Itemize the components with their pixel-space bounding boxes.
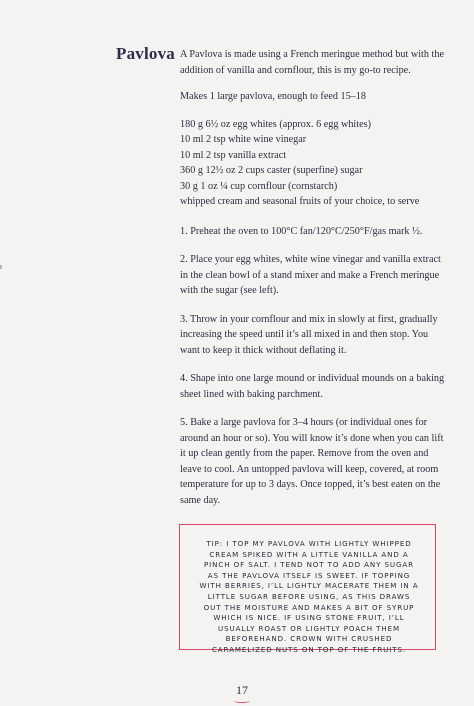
tip-box	[179, 524, 436, 654]
ingredient-item: 10 ml 2 tsp white wine vinegar	[180, 134, 307, 145]
recipe-title: Pavlova	[116, 44, 176, 63]
method-steps	[180, 224, 448, 509]
ingredient-item: 180 g 6½ oz egg whites (approx. 6 egg whites)	[180, 118, 371, 130]
recipe-body	[180, 47, 448, 521]
page-number-accent	[234, 699, 250, 703]
ingredient-item: 10 ml 2 tsp vanilla extract	[180, 149, 287, 161]
method-step: 5. Bake a large pavlova for 3–4 hours (or individual ones for around an hour or so). You will know it’s done when you can lift it up clean gently from the paper. Remove from the oven and leave to cool. An untopped pavlova will keep, covered, at room temperature for up to 3 days. Once topped, it’s best eaten on the same day.	[180, 417, 444, 506]
method-step: 1. Preheat the oven to 100°C fan/120°C/250°F/gas mark ½.	[180, 225, 423, 237]
recipe-intro: A Pavlova is made using a French meringue method but with the addition of vanilla and cornflour, this is my go-to recipe.	[180, 49, 444, 76]
ingredient-item: 30 g 1 oz ¼ cup cornflour (cornstarch)	[180, 180, 338, 192]
method-step: 3. Throw in your cornflour and mix in slowly at first, gradually increasing the speed until it’s all mixed in and then stop. You want to keep it thick without deflating it.	[180, 313, 438, 356]
recipe-yield: Makes 1 large pavlova, enough to feed 15–18	[180, 91, 366, 102]
page-number: 17	[236, 683, 248, 697]
tip-text: TIP: I TOP MY PAVLOVA WITH LIGHTLY WHIPPED CREAM SPIKED WITH A LITTLE VANILLA AND A PINCH OF SALT. I TEND NOT TO ADD ANY SUGAR AS THE PAVLOVA ITSELF IS SWEET. IF TOPPING WITH BERRIES, I’LL LIGHTLY MACERATE THEM IN A LITTLE SUGAR BEFORE USING, AS THIS DRAWS OUT THE MOISTURE AND MAKES A BIT OF SYRUP WHICH IS NICE. IF USING STONE FRUIT, I’LL USUALLY ROAST OR LIGHTLY POACH THEM BEFOREHAND. CROWN WITH CRUSHED CARAMELIZED NUTS ON TOP OF THE FRUITS.	[199, 539, 419, 654]
ingredient-item: 360 g 12½ oz 2 cups caster (superfine) sugar	[180, 165, 363, 176]
ingredient-item: whipped cream and seasonal fruits of your choice, to serve	[180, 196, 420, 207]
page-edge-mark	[0, 265, 2, 269]
ingredient-list	[180, 117, 448, 210]
method-step: 2. Place your egg whites, white wine vinegar and vanilla extract in the clean bowl of a stand mixer and make a French meringue with the sugar (see left).	[180, 254, 441, 296]
method-step: 4. Shape into one large mound or individual mounds on a baking sheet lined with baking parchment.	[180, 373, 445, 400]
